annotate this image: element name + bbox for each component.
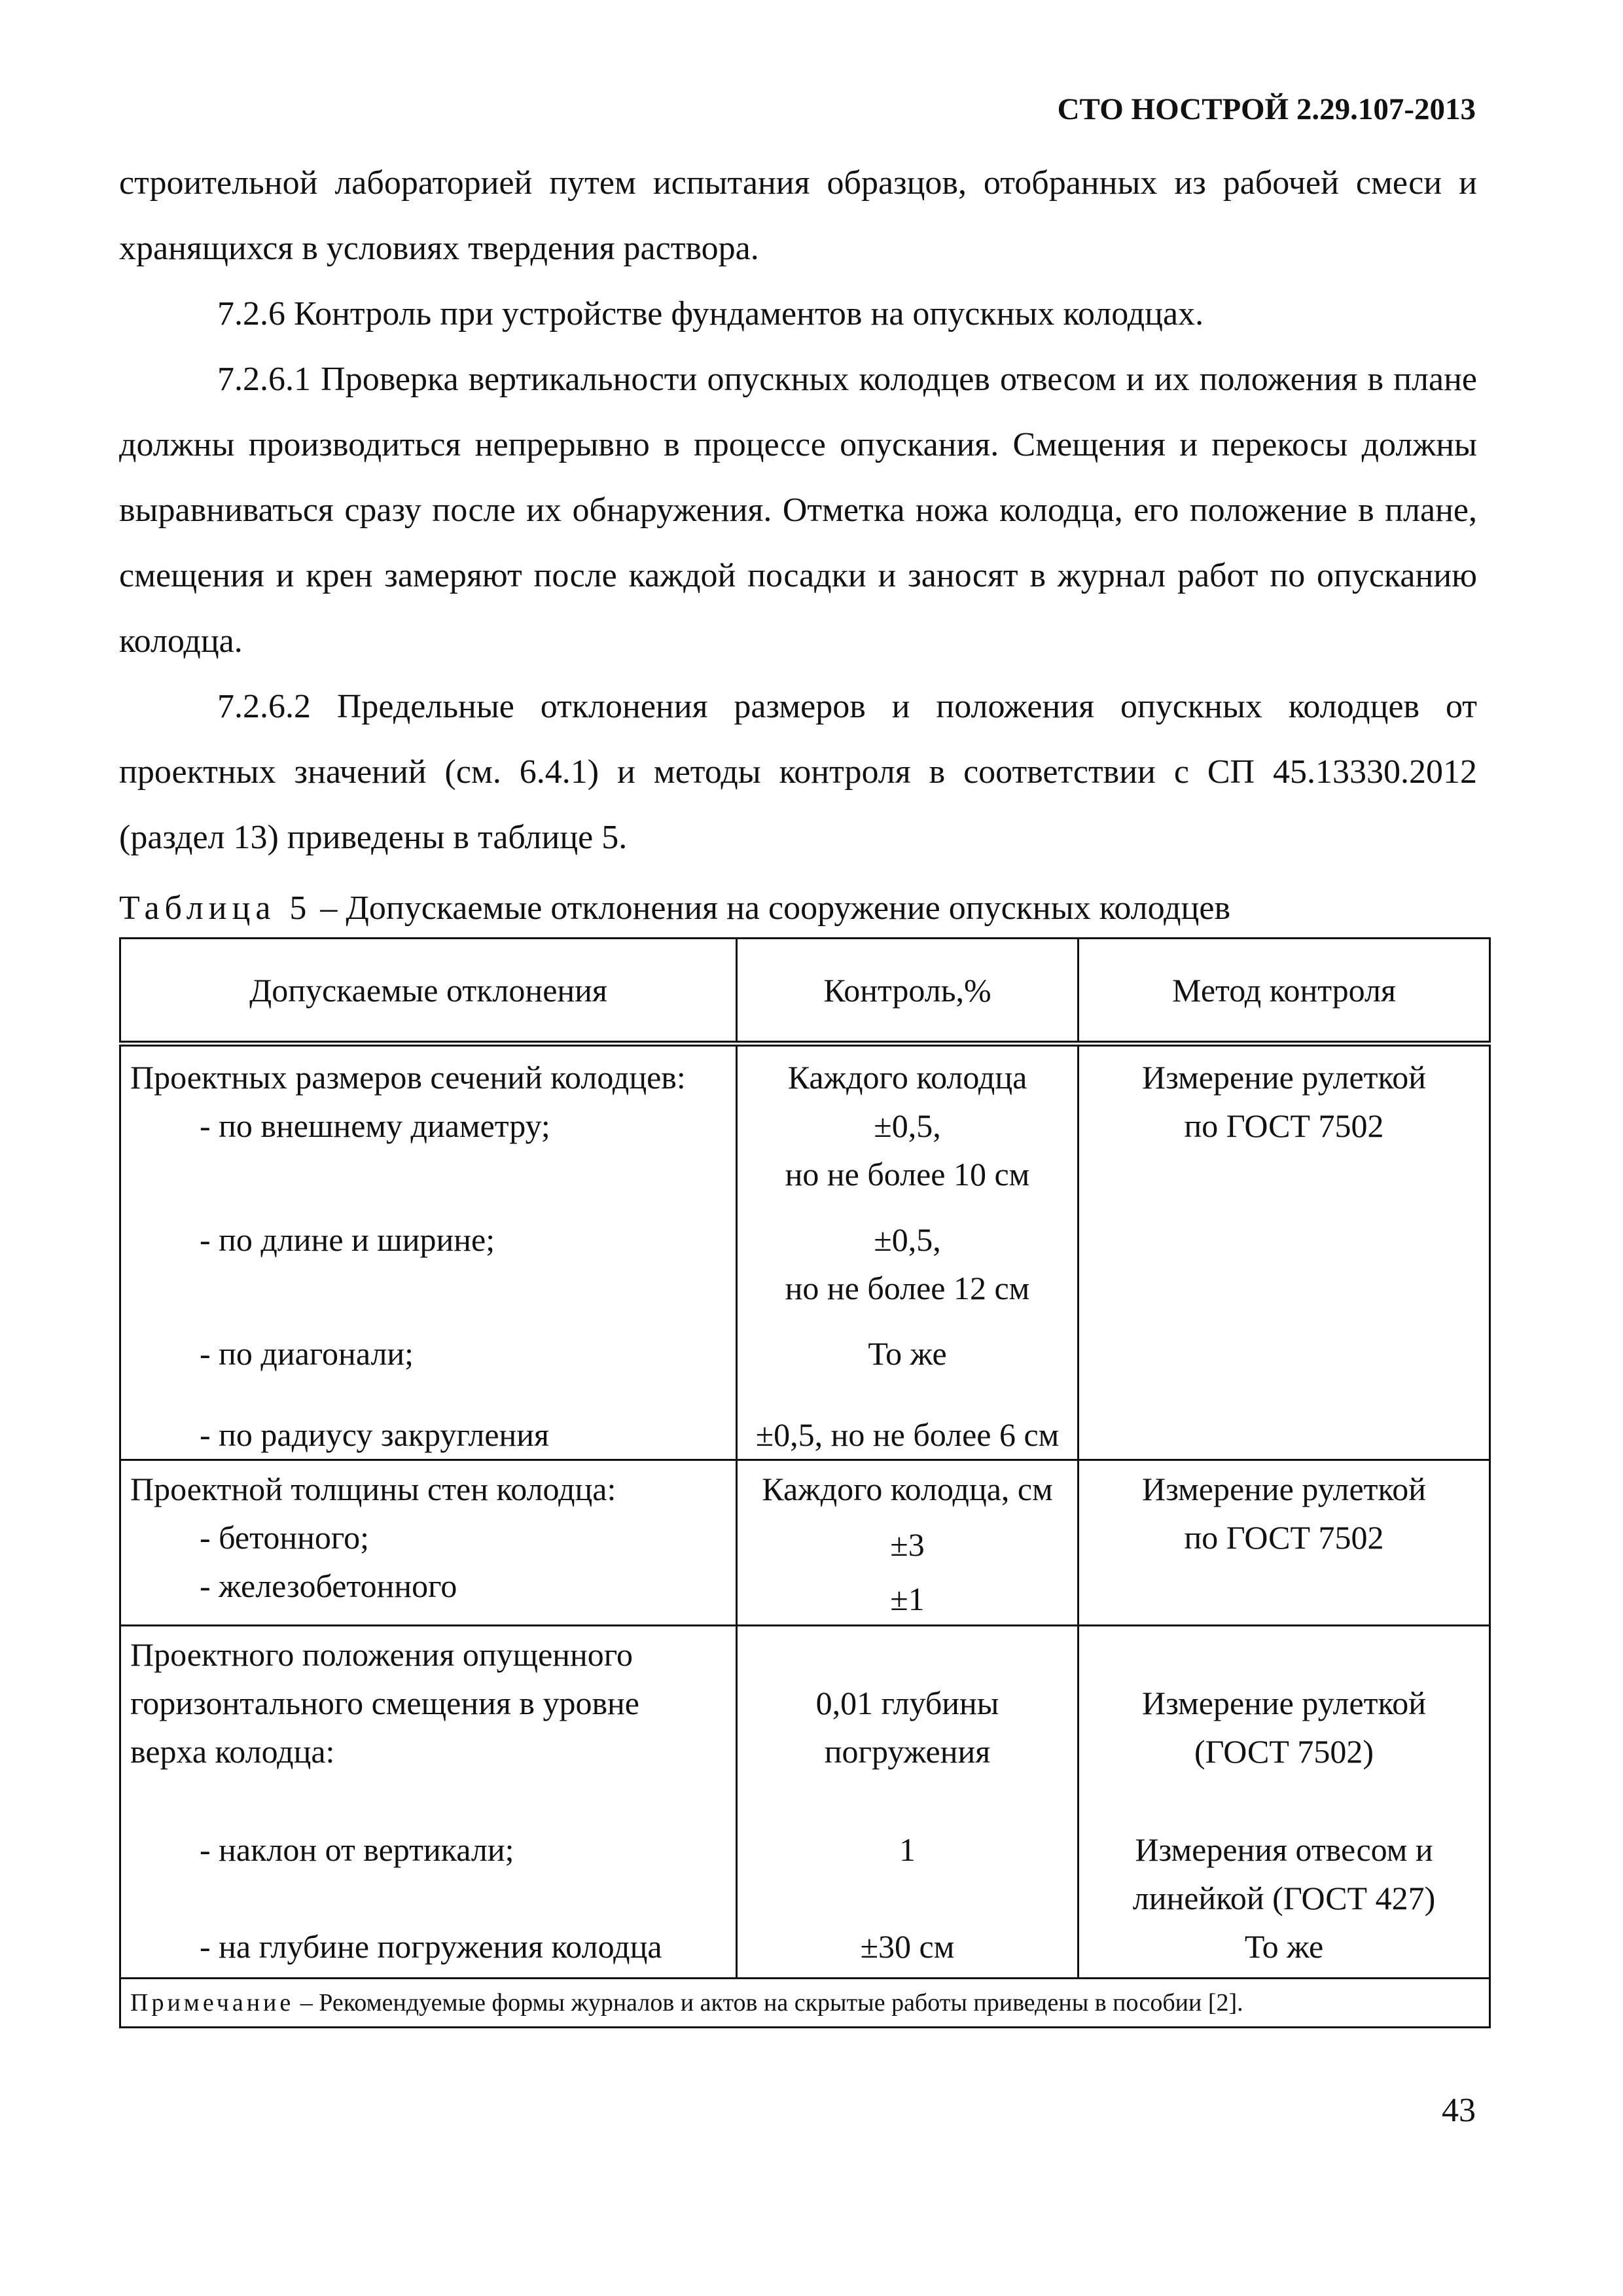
paragraph-7-2-6-1: 7.2.6.1 Проверка вертикальности опускных колодцев отвесом и их положения в плане должны производиться непрерывно в процессе опускания. Смещения и перекосы должны выравниваться сразу после их обнаружения. Отметка ножа колодца, его положение в плане, смещения и крен замеряют после каждой посадки и заносят в журнал работ по опусканию колодца. (119, 361, 1477, 660)
item-radius: - по радиусу закругления (200, 1416, 550, 1453)
control-immersion: погружения (824, 1733, 991, 1770)
document-code: СТО НОСТРОЙ 2.29.107-2013 (1057, 92, 1476, 126)
control-length-width-value: ±0,5, (874, 1221, 941, 1258)
method-tape-measure: Измерение рулеткой (1141, 1059, 1427, 1096)
table-caption-text: – Допускаемые отклонения на сооружение опускных колодцев (312, 889, 1230, 927)
control-length-width-limit: но не более 12 см (785, 1270, 1030, 1306)
note-text: – Рекомендуемые формы журналов и актов на скрытые работы приведены в пособии [2]. (294, 1989, 1243, 2017)
table-row-section-sizes (120, 1044, 1490, 1460)
control-diagonal-value: То же (868, 1335, 947, 1372)
control-reinforced-value: ±1 (890, 1581, 925, 1617)
position-method (1079, 1626, 1490, 1979)
item-diagonal: - по диагонали; (200, 1335, 414, 1372)
section-sizes-title: Проектных размеров сечений колодцев: (130, 1059, 686, 1096)
header-control: Контроль,% (737, 939, 1079, 1044)
wall-thickness-control (737, 1460, 1079, 1626)
control-outer-diameter-value: ±0,5, (874, 1107, 941, 1144)
page-number: 43 (1442, 2092, 1476, 2129)
control-depth-fraction: 0,01 глубины (815, 1685, 999, 1721)
deviations-table (119, 937, 1491, 2028)
table-row-position (120, 1626, 1490, 1979)
item-concrete: - бетонного; (200, 1519, 369, 1556)
table-header-row (120, 939, 1490, 1044)
table-row-wall-thickness (120, 1460, 1490, 1626)
method-tape-measure-2: Измерение рулеткой (1141, 1471, 1427, 1507)
item-reinforced-concrete: - железобетонного (200, 1568, 457, 1604)
position-control (737, 1626, 1079, 1979)
method-same: То же (1244, 1928, 1324, 1965)
wall-thickness-title: Проектной толщины стен колодца: (130, 1471, 616, 1507)
control-concrete-value: ±3 (890, 1526, 925, 1563)
control-each-well-cm: Каждого колодца, см (762, 1471, 1053, 1507)
position-title-2: горизонтального смещения в уровне (130, 1685, 640, 1721)
wall-thickness-labels (120, 1460, 737, 1626)
position-labels (120, 1626, 737, 1979)
method-gost-7502-2: по ГОСТ 7502 (1184, 1519, 1384, 1556)
item-tilt: - наклон от вертикали; (200, 1831, 514, 1868)
section-sizes-labels (120, 1044, 737, 1460)
item-length-width: - по длине и ширине; (200, 1221, 495, 1258)
header-method: Метод контроля (1079, 939, 1490, 1044)
section-sizes-method (1079, 1044, 1490, 1460)
wall-thickness-method (1079, 1460, 1490, 1626)
control-depth-value: ±30 см (860, 1928, 955, 1965)
control-radius-value: ±0,5, но не более 6 см (755, 1416, 1060, 1453)
control-tilt-value: 1 (899, 1831, 916, 1868)
header-deviations: Допускаемые отклонения (120, 939, 737, 1044)
control-each-well: Каждого колодца (787, 1059, 1027, 1096)
paragraph-7-2-6-2: 7.2.6.2 Предельные отклонения размеров и положения опускных колодцев от проектных значений (см. 6.4.1) и методы контроля в соответствии с СП 45.13330.2012 (раздел 13) приведены в таблице 5. (119, 688, 1477, 856)
method-gost-7502-3: (ГОСТ 7502) (1194, 1733, 1374, 1770)
table-caption (119, 876, 1230, 941)
method-plumb: Измерения отвесом и (1135, 1831, 1433, 1868)
control-outer-diameter-limit: но не более 10 см (785, 1156, 1030, 1193)
table-caption-label: Таблица 5 (119, 889, 312, 927)
table-note-row (120, 1979, 1490, 2028)
position-title-3: верха колодца: (130, 1733, 335, 1770)
table-note (120, 1979, 1490, 2028)
item-depth: - на глубине погружения колодца (200, 1928, 662, 1965)
paragraph-7-2-6: 7.2.6 Контроль при устройстве фундаментов на опускных колодцах. (217, 295, 1204, 332)
note-label: Примечание (130, 1989, 294, 2017)
item-outer-diameter: - по внешнему диаметру; (200, 1107, 550, 1144)
position-title-1: Проектного положения опущенного (130, 1636, 633, 1673)
paragraph-continuation: строительной лабораторией путем испытания образцов, отобранных из рабочей смеси и хранящихся в условиях твердения раствора. (119, 164, 1477, 267)
method-gost-7502: по ГОСТ 7502 (1184, 1107, 1384, 1144)
section-sizes-control (737, 1044, 1079, 1460)
method-ruler-gost-427: линейкой (ГОСТ 427) (1132, 1880, 1436, 1916)
method-tape-measure-3: Измерение рулеткой (1141, 1685, 1427, 1721)
